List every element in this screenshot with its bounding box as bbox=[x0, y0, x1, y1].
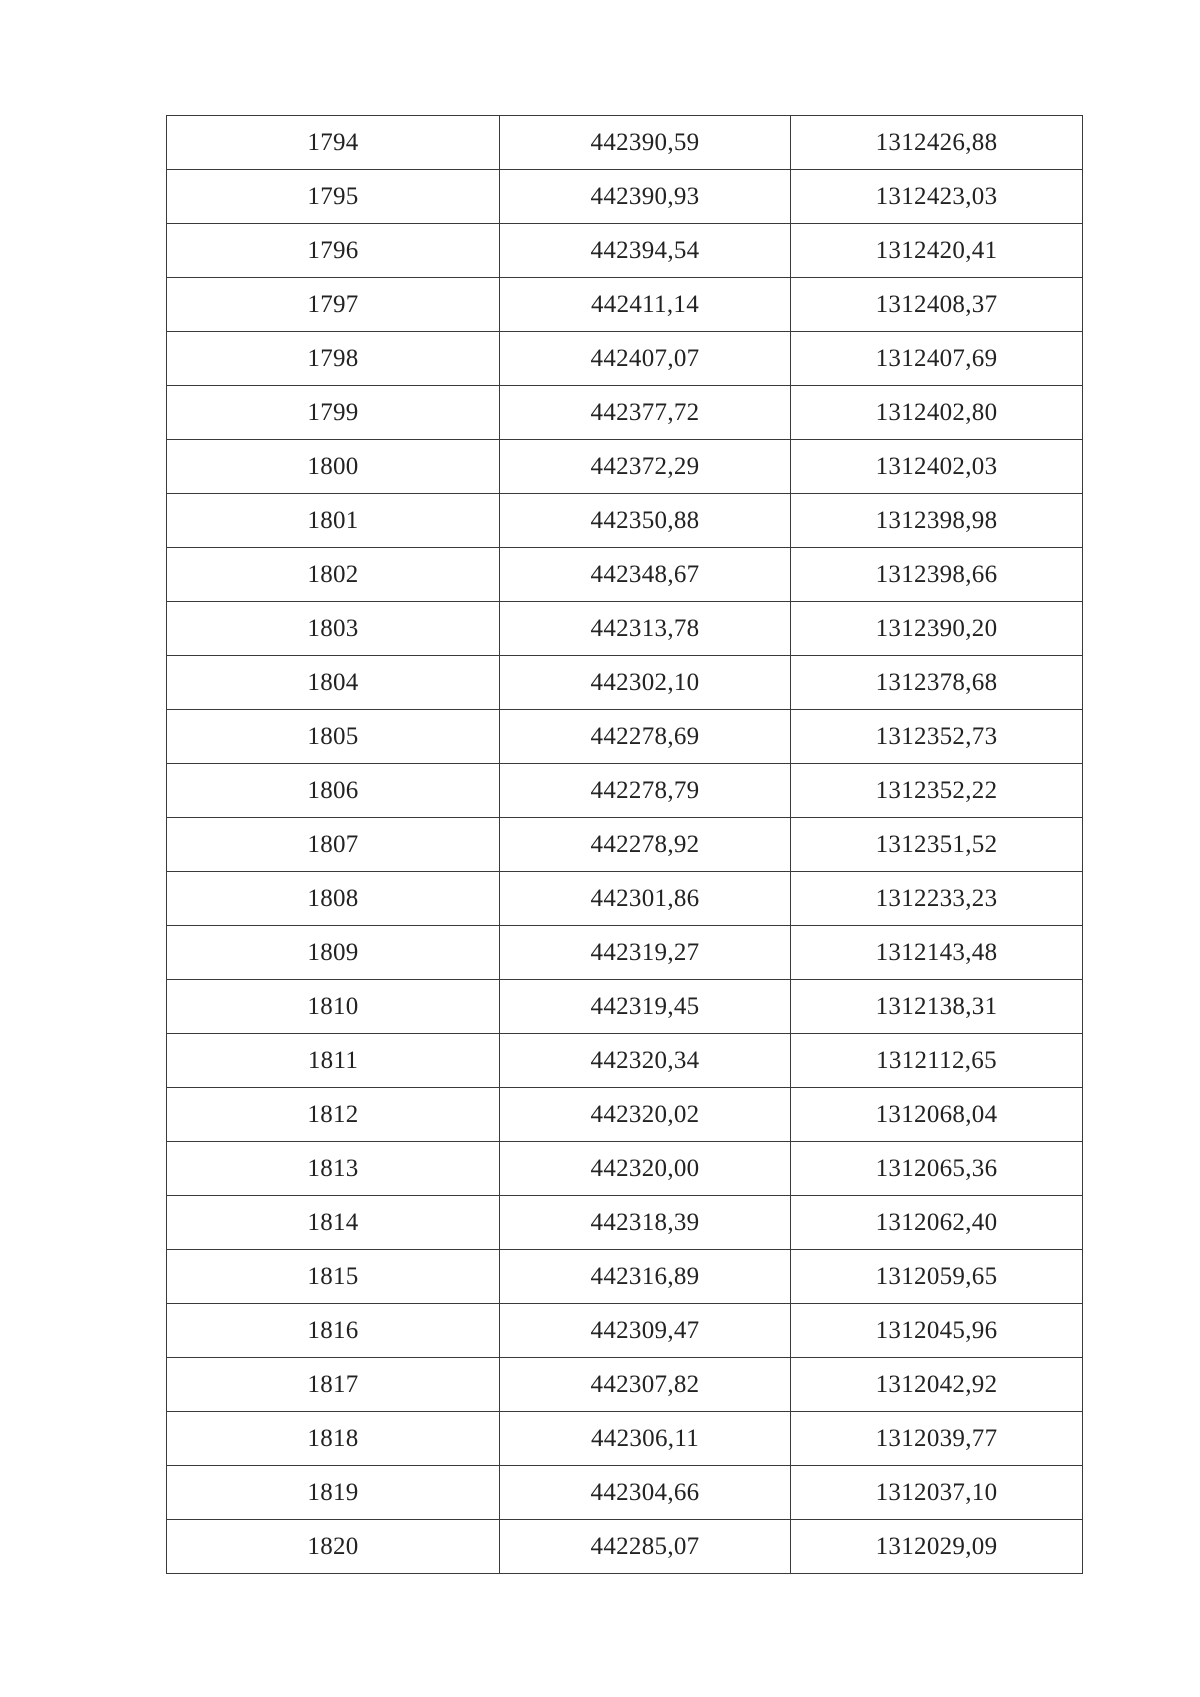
table-row bbox=[167, 1142, 1083, 1196]
table-row bbox=[167, 386, 1083, 440]
point-number-cell: 1806 bbox=[167, 764, 500, 818]
point-number-cell: 1814 bbox=[167, 1196, 500, 1250]
y-coordinate-cell: 1312112,65 bbox=[791, 1034, 1083, 1088]
point-number-cell: 1820 bbox=[167, 1520, 500, 1574]
point-number-cell: 1801 bbox=[167, 494, 500, 548]
x-coordinate-cell: 442285,07 bbox=[500, 1520, 791, 1574]
y-coordinate-cell: 1312402,03 bbox=[791, 440, 1083, 494]
point-number-cell: 1817 bbox=[167, 1358, 500, 1412]
point-number-cell: 1799 bbox=[167, 386, 500, 440]
table-row bbox=[167, 656, 1083, 710]
point-number-cell: 1798 bbox=[167, 332, 500, 386]
table-row bbox=[167, 1034, 1083, 1088]
x-coordinate-cell: 442377,72 bbox=[500, 386, 791, 440]
x-coordinate-cell: 442307,82 bbox=[500, 1358, 791, 1412]
y-coordinate-cell: 1312398,66 bbox=[791, 548, 1083, 602]
point-number-cell: 1810 bbox=[167, 980, 500, 1034]
y-coordinate-cell: 1312037,10 bbox=[791, 1466, 1083, 1520]
x-coordinate-cell: 442306,11 bbox=[500, 1412, 791, 1466]
point-number-cell: 1807 bbox=[167, 818, 500, 872]
table-row bbox=[167, 1196, 1083, 1250]
x-coordinate-cell: 442319,45 bbox=[500, 980, 791, 1034]
x-coordinate-cell: 442278,69 bbox=[500, 710, 791, 764]
point-number-cell: 1795 bbox=[167, 170, 500, 224]
y-coordinate-cell: 1312351,52 bbox=[791, 818, 1083, 872]
x-coordinate-cell: 442304,66 bbox=[500, 1466, 791, 1520]
table-row bbox=[167, 548, 1083, 602]
x-coordinate-cell: 442394,54 bbox=[500, 224, 791, 278]
point-number-cell: 1803 bbox=[167, 602, 500, 656]
x-coordinate-cell: 442411,14 bbox=[500, 278, 791, 332]
point-number-cell: 1804 bbox=[167, 656, 500, 710]
y-coordinate-cell: 1312398,98 bbox=[791, 494, 1083, 548]
table-row bbox=[167, 170, 1083, 224]
point-number-cell: 1796 bbox=[167, 224, 500, 278]
y-coordinate-cell: 1312233,23 bbox=[791, 872, 1083, 926]
point-number-cell: 1816 bbox=[167, 1304, 500, 1358]
y-coordinate-cell: 1312062,40 bbox=[791, 1196, 1083, 1250]
point-number-cell: 1800 bbox=[167, 440, 500, 494]
x-coordinate-cell: 442372,29 bbox=[500, 440, 791, 494]
y-coordinate-cell: 1312407,69 bbox=[791, 332, 1083, 386]
table-row bbox=[167, 980, 1083, 1034]
point-number-cell: 1797 bbox=[167, 278, 500, 332]
table-row bbox=[167, 602, 1083, 656]
x-coordinate-cell: 442320,02 bbox=[500, 1088, 791, 1142]
table-row bbox=[167, 764, 1083, 818]
x-coordinate-cell: 442301,86 bbox=[500, 872, 791, 926]
point-number-cell: 1811 bbox=[167, 1034, 500, 1088]
point-number-cell: 1815 bbox=[167, 1250, 500, 1304]
y-coordinate-cell: 1312402,80 bbox=[791, 386, 1083, 440]
table-row bbox=[167, 1304, 1083, 1358]
table-row bbox=[167, 926, 1083, 980]
x-coordinate-cell: 442319,27 bbox=[500, 926, 791, 980]
x-coordinate-cell: 442407,07 bbox=[500, 332, 791, 386]
x-coordinate-cell: 442302,10 bbox=[500, 656, 791, 710]
table-row bbox=[167, 1412, 1083, 1466]
table-row bbox=[167, 1358, 1083, 1412]
table-row bbox=[167, 710, 1083, 764]
table-row bbox=[167, 1088, 1083, 1142]
y-coordinate-cell: 1312426,88 bbox=[791, 116, 1083, 170]
x-coordinate-cell: 442320,34 bbox=[500, 1034, 791, 1088]
y-coordinate-cell: 1312143,48 bbox=[791, 926, 1083, 980]
table-row bbox=[167, 440, 1083, 494]
y-coordinate-cell: 1312059,65 bbox=[791, 1250, 1083, 1304]
x-coordinate-cell: 442318,39 bbox=[500, 1196, 791, 1250]
table-row bbox=[167, 116, 1083, 170]
x-coordinate-cell: 442278,92 bbox=[500, 818, 791, 872]
y-coordinate-cell: 1312408,37 bbox=[791, 278, 1083, 332]
y-coordinate-cell: 1312042,92 bbox=[791, 1358, 1083, 1412]
table-row bbox=[167, 224, 1083, 278]
x-coordinate-cell: 442348,67 bbox=[500, 548, 791, 602]
y-coordinate-cell: 1312390,20 bbox=[791, 602, 1083, 656]
x-coordinate-cell: 442309,47 bbox=[500, 1304, 791, 1358]
x-coordinate-cell: 442316,89 bbox=[500, 1250, 791, 1304]
point-number-cell: 1819 bbox=[167, 1466, 500, 1520]
y-coordinate-cell: 1312039,77 bbox=[791, 1412, 1083, 1466]
table-row bbox=[167, 332, 1083, 386]
point-number-cell: 1812 bbox=[167, 1088, 500, 1142]
table-row bbox=[167, 818, 1083, 872]
y-coordinate-cell: 1312138,31 bbox=[791, 980, 1083, 1034]
x-coordinate-cell: 442320,00 bbox=[500, 1142, 791, 1196]
y-coordinate-cell: 1312423,03 bbox=[791, 170, 1083, 224]
x-coordinate-cell: 442390,93 bbox=[500, 170, 791, 224]
point-number-cell: 1809 bbox=[167, 926, 500, 980]
y-coordinate-cell: 1312068,04 bbox=[791, 1088, 1083, 1142]
x-coordinate-cell: 442278,79 bbox=[500, 764, 791, 818]
y-coordinate-cell: 1312420,41 bbox=[791, 224, 1083, 278]
point-number-cell: 1802 bbox=[167, 548, 500, 602]
coordinates-table bbox=[166, 115, 1083, 1574]
point-number-cell: 1808 bbox=[167, 872, 500, 926]
point-number-cell: 1813 bbox=[167, 1142, 500, 1196]
table-row bbox=[167, 1520, 1083, 1574]
table-row bbox=[167, 494, 1083, 548]
point-number-cell: 1805 bbox=[167, 710, 500, 764]
table-row bbox=[167, 278, 1083, 332]
y-coordinate-cell: 1312352,22 bbox=[791, 764, 1083, 818]
table-row bbox=[167, 1466, 1083, 1520]
x-coordinate-cell: 442350,88 bbox=[500, 494, 791, 548]
table-row bbox=[167, 872, 1083, 926]
x-coordinate-cell: 442313,78 bbox=[500, 602, 791, 656]
y-coordinate-cell: 1312065,36 bbox=[791, 1142, 1083, 1196]
point-number-cell: 1818 bbox=[167, 1412, 500, 1466]
y-coordinate-cell: 1312352,73 bbox=[791, 710, 1083, 764]
coordinates-table-body bbox=[167, 116, 1083, 1574]
y-coordinate-cell: 1312378,68 bbox=[791, 656, 1083, 710]
x-coordinate-cell: 442390,59 bbox=[500, 116, 791, 170]
y-coordinate-cell: 1312045,96 bbox=[791, 1304, 1083, 1358]
point-number-cell: 1794 bbox=[167, 116, 500, 170]
y-coordinate-cell: 1312029,09 bbox=[791, 1520, 1083, 1574]
table-row bbox=[167, 1250, 1083, 1304]
